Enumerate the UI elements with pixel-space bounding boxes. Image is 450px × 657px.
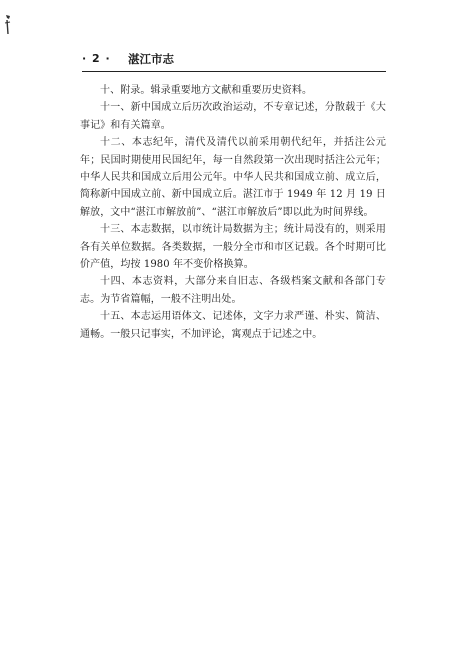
paragraph-item-14: 十四、本志资料，大部分来自旧志、各级档案文献和各部门专志。为节省篇幅，一般不注明出处。 — [80, 276, 386, 305]
running-title: 湛江市志 — [128, 52, 174, 66]
paragraph-item-13: 十三、本志数据，以市统计局数据为主；统计局没有的，则采用各有关单位数据。各类数据，一般分全市和市区记载。各个时期可比价产值，均按 1980 年不变价格换算。 — [80, 224, 386, 271]
paragraph-item-11: 十一、新中国成立后历次政治运动，不专章记述，分散载于《大事记》和有关篇章。 — [80, 102, 386, 131]
body-text — [80, 82, 386, 343]
paragraph-item-15: 十五、本志运用语体文、记述体，文字力求严谨、朴实、简洁、通畅。一般只记事实，不加评论，寓观点于记述之中。 — [80, 311, 386, 340]
scan-mark-icon — [4, 14, 12, 36]
paragraph-item-12: 十二、本志纪年，清代及清代以前采用朝代纪年，并括注公元年；民国时期使用民国纪年，每一自然段第一次出现时括注公元年；中华人民共和国成立后用公元年。中华人民共和国成立前、成立后，简称新中国成立前、新中国成立后。湛江市于 1949 年 12 月 19 日解放，文中“湛江市解放前”、“湛江市解放后”即以此为时间界线。 — [80, 137, 386, 218]
page-number: · 2 · — [82, 52, 111, 65]
page-header — [82, 50, 382, 70]
header-rule — [82, 71, 386, 72]
paragraph-item-10: 十、附录。辑录重要地方文献和重要历史资料。 — [100, 85, 313, 96]
